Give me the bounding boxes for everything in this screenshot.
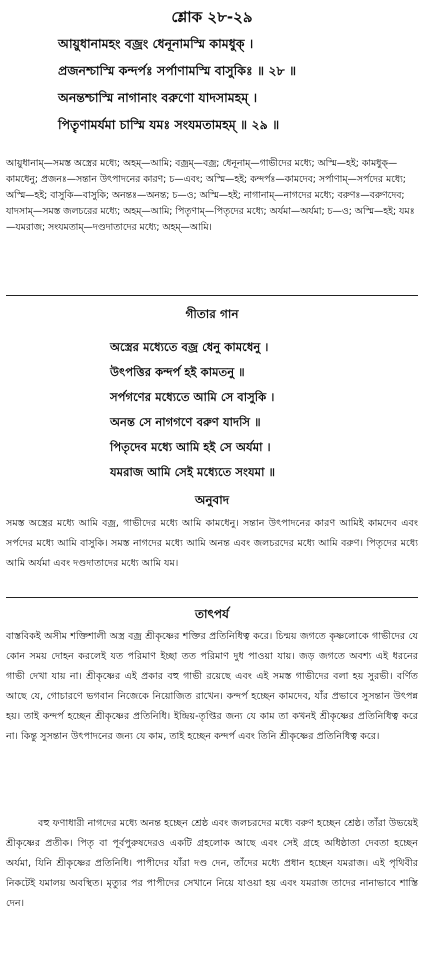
verse-line: আয়ুধানামহং বজ্রং ধেনূনামস্মি কামধুক্‌ । — [58, 36, 254, 51]
divider — [6, 597, 418, 598]
song-line: যমরাজ আমি সেই মধ্যেতে সংযমা ॥ — [110, 465, 276, 479]
verse-line: প্রজনশ্চাস্মি কন্দর্পঃ সর্পাণামস্মি বাসুকিঃ ॥ ২৮ ॥ — [58, 63, 297, 78]
song-verses — [110, 335, 410, 485]
purport-paragraph-1: বাস্তবিকই অসীম শক্তিশালী অস্ত্র বজ্র শ্রীকৃষ্ণের শক্তির প্রতিনিধিত্ব করে। চিন্ময় জগতে কৃষ্ণলোকে গাভীদের যে কোন সময় দোহন করলেই যত পরিমাণ ইচ্ছা তত পরিমাণ দুধ পাওয়া যায়। জড় জগতে অবশ্য এই ধরনের গাভী দেখা যায় না। শ্রীকৃষ্ণের এই প্রকার বহু গাভী রয়েছে এবং এই সমস্ত গাভীদের বলা হয় সুরভী। বর্ণিত আছে যে, গোচারণে ভগবান নিজেকে নিয়োজিত রাখেন। কন্দর্প হচ্ছেন কামদেব, যাঁর প্রভাবে সুসন্তান উৎপন্ন হয়। তাই কন্দর্প হচ্ছেন শ্রীকৃষ্ণের প্রতিনিধি। ইন্দ্রিয়-তৃপ্তির জন্য যে কাম তা কখনই শ্রীকৃষ্ণের প্রতিনিধিত্ব করে না। কিন্তু সুসন্তান উৎপাদনের জন্য যে কাম, তাই হচ্ছেন কন্দর্প এবং তিনি শ্রীকৃষ্ণের প্রতিনিধিত্ব করে। — [6, 631, 418, 742]
translation-text: সমস্ত অস্ত্রের মধ্যে আমি বজ্র, গাভীদের মধ্যে আমি কামধেনু। সন্তান উৎপাদনের কারণ আমিই কামদেব এবং সর্পদের মধ্যে আমি বাসুকি। সমস্ত নাগদের মধ্যে আমি অনন্ত এবং জলচরদের মধ্যে আমি বরুণ। পিতৃদের মধ্যে আমি অর্যমা এবং দণ্ডদাতাদের মধ্যে আমি যম। — [6, 518, 418, 569]
sanskrit-verse — [58, 30, 418, 138]
purport-heading: তাৎপর্য — [195, 607, 229, 621]
song-line: সর্পগণের মধ্যেতে আমি সে বাসুকি । — [110, 390, 275, 404]
verse-title: শ্লোক ২৮-২৯ — [171, 8, 253, 26]
translation-heading: অনুবাদ — [194, 493, 230, 507]
song-heading: গীতার গান — [185, 307, 239, 321]
song-line: অনন্ত সে নাগগণে বরুণ যাদসি ॥ — [110, 415, 261, 429]
song-line: অস্ত্রের মধ্যেতে বজ্র ধেনু কামধেনু । — [110, 340, 269, 354]
purport-paragraph-2: বহু ফণাধারী নাগদের মধ্যে অনন্ত হচ্ছেন শ্রেষ্ঠ এবং জলচরদের মধ্যে বরুণ হচ্ছেন শ্রেষ্ঠ। তাঁরা উভয়েই শ্রীকৃষ্ণের প্রতীক। পিতৃ বা পূর্বপুরুষদেরও একটি গ্রহলোক আছে এবং সেই গ্রহে অধিষ্ঠাতা দেবতা হচ্ছেন অর্যমা, যিনি শ্রীকৃষ্ণের প্রতিনিধি। পাপীদের যাঁরা দণ্ড দেন, তাঁদের মধ্যে প্রধান হচ্ছেন যমরাজ। এই পৃথিবীর নিকটেই যমালয় অবস্থিত। মৃত্যুর পর পাপীদের সেখানে নিয়ে যাওয়া হয় এবং যমরাজ তাদের নানাভাবে শাস্তি দেন। — [6, 818, 418, 909]
verse-line: অনন্তশ্চাস্মি নাগানাং বরুণো যাদসামহম্‌ । — [58, 90, 258, 105]
verse-line: পিতৄণামর্যমা চাস্মি যমঃ সংযমতামহম্‌ ॥ ২৯ ॥ — [58, 117, 280, 132]
divider — [6, 295, 418, 296]
word-meanings: আয়ুধানাম্‌—সমস্ত অস্ত্রের মধ্যে; অহম্‌—আমি; বজ্রম্‌—বজ্র; ধেনূনাম্‌—গাভীদের মধ্যে; অস্মি—হই; কামধুক্‌—কামধেনু; প্রজনঃ—সন্তান উৎপাদনের কারণ; চ—এবং; অস্মি—হই; কন্দর্পঃ—কামদেব; সর্পাণাম্‌—সর্পদের মধ্যে; অস্মি—হই; বাসুকি—বাসুকি; অনন্তঃ—অনন্ত; চ—ও; অস্মি—হই; নাগানাম্‌—নাগদের মধ্যে; বরুণঃ—বরুণদেব; যাদসাম্‌—সমস্ত জলচরের মধ্যে; অহম্‌—আমি; পিতৄণাম্‌—পিতৃদের মধ্যে; অর্যমা—অর্যমা; চ—ও; অস্মি—হই; যমঃ—যমরাজ; সংযমতাম্‌—দণ্ডদাতাদের মধ্যে; অহম্‌—আমি। — [6, 158, 415, 234]
song-line: উৎপত্তির কন্দর্প হই কামতনু ॥ — [110, 365, 245, 379]
song-line: পিতৃদেব মধ্যে আমি হই সে অর্যমা । — [110, 440, 271, 454]
